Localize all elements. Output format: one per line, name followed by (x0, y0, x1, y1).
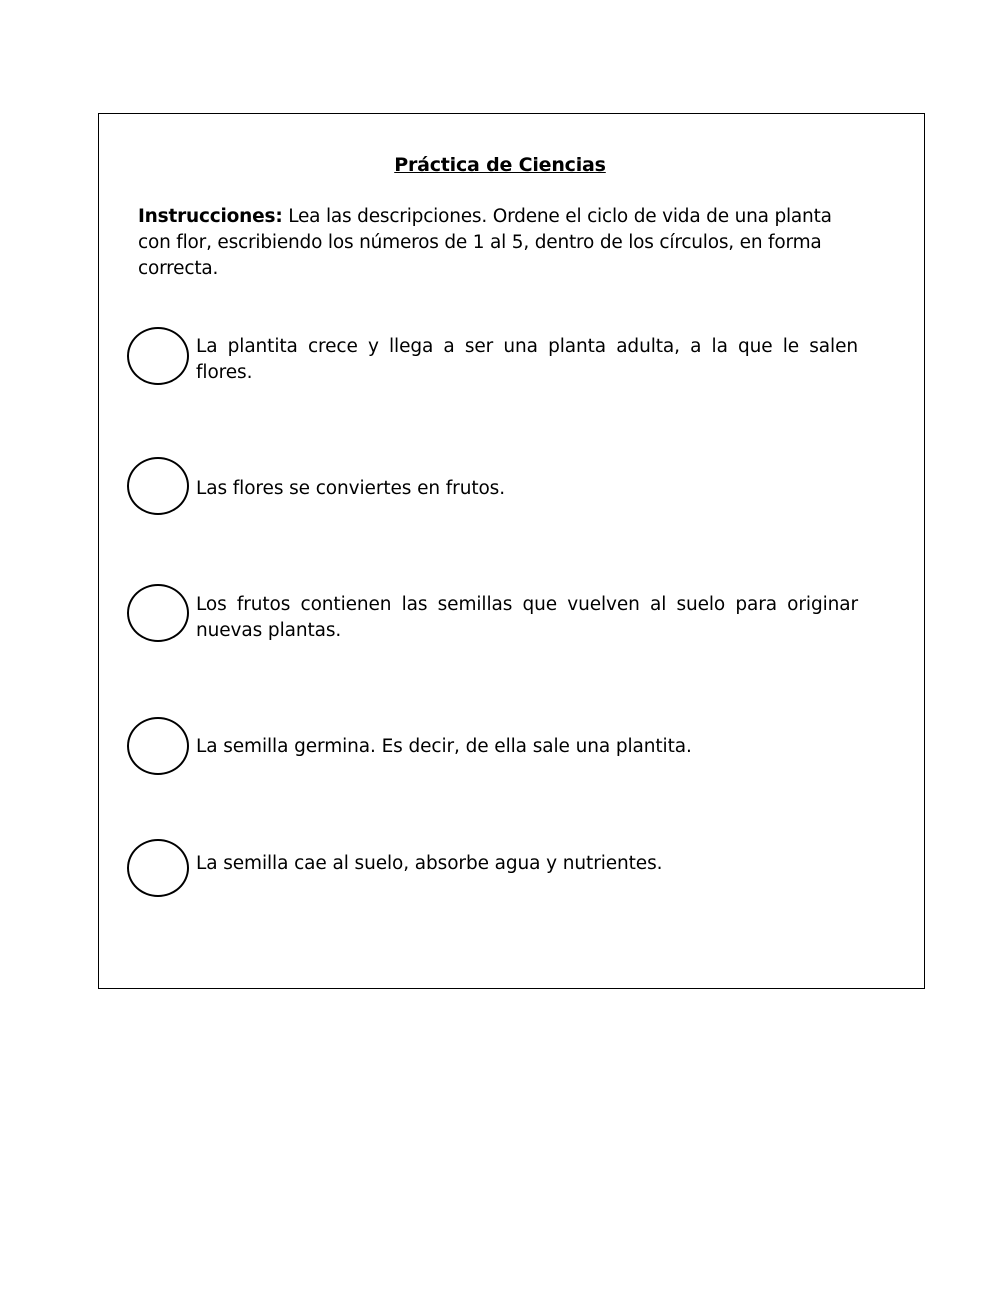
item-text: La plantita crece y llega a ser una planta adulta, a la que le salen flores. (196, 336, 858, 383)
answer-circle[interactable] (127, 839, 189, 897)
item-text: Las flores se conviertes en frutos. (196, 478, 506, 499)
item-text: La semilla germina. Es decir, de ella sale una plantita. (196, 736, 692, 757)
answer-circle[interactable] (127, 717, 189, 775)
item-text: Los frutos contienen las semillas que vuelven al suelo para originar nuevas plantas. (196, 594, 858, 641)
answer-circle[interactable] (127, 584, 189, 642)
instructions-text: Lea las descripciones. Ordene el ciclo de vida de una planta con flor, escribiendo los números de 1 al 5, dentro de los círculos, en forma correcta. (138, 206, 832, 279)
instructions (138, 204, 858, 282)
page-title: Práctica de Ciencias (394, 154, 606, 176)
instructions-label: Instrucciones: (138, 206, 283, 227)
item-text: La semilla cae al suelo, absorbe agua y nutrientes. (196, 853, 663, 874)
answer-circle[interactable] (127, 327, 189, 385)
answer-circle[interactable] (127, 457, 189, 515)
